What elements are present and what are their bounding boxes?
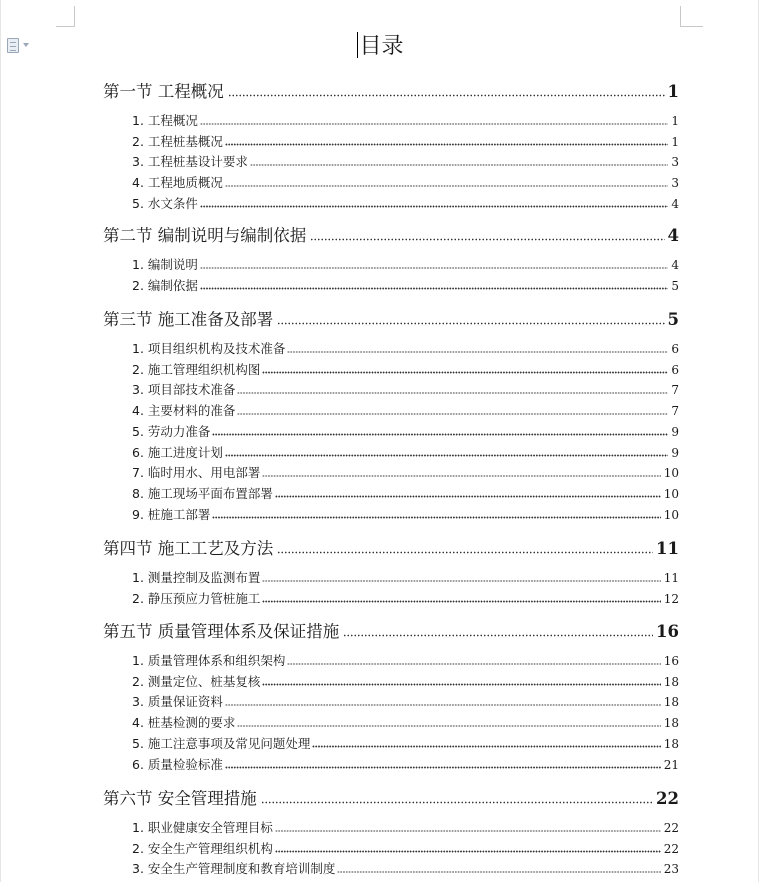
toc-item[interactable] — [103, 152, 679, 169]
toc-leader-dots — [287, 651, 660, 665]
toc-leader-dots — [225, 173, 668, 187]
toc-leader-dots — [237, 380, 668, 394]
toc-item-label: 3. 安全生产管理制度和教育培训制度 — [132, 861, 336, 877]
toc-section-page: 16 — [656, 622, 679, 641]
toc-item-page: 10 — [663, 466, 679, 481]
toc-item[interactable] — [103, 713, 679, 730]
toc-item[interactable] — [103, 173, 679, 190]
toc-section-page: 22 — [656, 789, 679, 808]
toc-item[interactable] — [103, 111, 679, 128]
toc-item-label: 8. 施工现场平面布置部署 — [132, 485, 273, 501]
toc-leader-dots — [275, 839, 661, 853]
toc-leader-dots — [250, 152, 668, 166]
toc-leader-dots — [262, 360, 668, 374]
toc-leader-dots — [225, 755, 661, 769]
toc-item-label: 1. 项目组织机构及技术准备 — [132, 341, 286, 356]
toc-item-page: 22 — [663, 841, 679, 856]
toc-item-page: 10 — [663, 486, 679, 501]
toc-item-label: 9. 桩施工部署 — [132, 506, 211, 522]
toc-item-label: 7. 临时用水、用电部署 — [132, 465, 261, 481]
toc-item[interactable] — [103, 484, 679, 501]
toc-item[interactable] — [103, 818, 679, 835]
toc-section-page: 1 — [667, 82, 679, 101]
toc-leader-dots — [225, 132, 668, 146]
toc-item-label: 4. 主要材料的准备 — [132, 403, 236, 419]
toc-leader-dots — [200, 111, 668, 125]
toc-item-page: 10 — [663, 507, 679, 522]
toc-leader-dots — [262, 589, 660, 603]
toc-item[interactable] — [103, 859, 679, 876]
page-title — [0, 30, 761, 64]
toc-leader-dots — [262, 463, 660, 477]
toc-item[interactable] — [103, 132, 679, 149]
toc-item-label: 2. 静压预应力管桩施工 — [132, 590, 261, 606]
toc-item[interactable] — [103, 734, 679, 751]
toc-leader-dots — [237, 713, 660, 727]
toc-section[interactable] — [103, 222, 679, 246]
toc-item-page: 12 — [663, 591, 679, 606]
toc-item-page: 16 — [663, 654, 679, 668]
toc-section-label: 第五节 质量管理体系及保证措施 — [103, 622, 340, 641]
toc-section-label: 第四节 施工工艺及方法 — [103, 539, 274, 558]
toc-item-page: 5 — [671, 278, 679, 293]
toc-item-label: 6. 质量检验标准 — [132, 756, 223, 772]
toc-item-label: 5. 劳动力准备 — [132, 423, 211, 439]
toc-item[interactable] — [103, 339, 679, 356]
toc-leader-dots — [277, 535, 653, 554]
toc-item-label: 2. 施工管理组织机构图 — [132, 361, 261, 377]
toc-item[interactable] — [103, 672, 679, 689]
toc-section-page: 5 — [667, 310, 679, 329]
toc-item[interactable] — [103, 589, 679, 606]
toc-item-page: 3 — [671, 176, 679, 191]
toc-section-label: 第一节 工程概况 — [103, 82, 224, 101]
toc-item-label: 3. 项目部技术准备 — [132, 382, 236, 398]
toc-item-label: 3. 质量保证资料 — [132, 694, 223, 710]
toc-leader-dots — [212, 422, 668, 436]
toc-item[interactable] — [103, 380, 679, 397]
toc-section[interactable] — [103, 785, 679, 809]
toc-item-label: 1. 质量管理体系和组织架构 — [132, 653, 286, 668]
toc-item-page: 6 — [671, 342, 679, 356]
toc-section[interactable] — [103, 618, 679, 642]
toc-leader-dots — [261, 785, 653, 804]
toc-item-page: 7 — [671, 404, 679, 419]
toc-item-page: 18 — [663, 716, 679, 731]
toc-item-page: 6 — [671, 362, 679, 377]
toc-item-label: 2. 编制依据 — [132, 277, 198, 293]
toc-item-label: 1. 工程概况 — [132, 113, 198, 128]
crop-mark-top-left — [56, 6, 75, 27]
toc-item-label: 2. 测量定位、桩基复核 — [132, 673, 261, 689]
toc-section-label: 第三节 施工准备及部署 — [103, 310, 274, 329]
toc-leader-dots — [343, 618, 653, 637]
toc-item-page: 4 — [671, 258, 679, 272]
toc-item-page: 1 — [671, 134, 679, 149]
toc-item[interactable] — [103, 194, 679, 211]
toc-section[interactable] — [103, 535, 679, 559]
toc-item-label: 5. 施工注意事项及常见问题处理 — [132, 735, 311, 751]
toc-item-page: 23 — [663, 862, 679, 877]
toc-item[interactable] — [103, 505, 679, 522]
toc-leader-dots — [225, 443, 668, 457]
toc-item[interactable] — [103, 463, 679, 480]
toc-item-page: 18 — [663, 674, 679, 689]
toc-section-page: 4 — [667, 226, 679, 245]
toc-section-page: 11 — [656, 539, 679, 558]
toc-leader-dots — [200, 194, 668, 208]
toc-item-page: 9 — [671, 424, 679, 439]
toc-item[interactable] — [103, 276, 679, 293]
toc-item-label: 1. 职业健康安全管理目标 — [132, 820, 273, 835]
toc-item-page: 11 — [663, 571, 679, 585]
toc-item-page: 7 — [671, 383, 679, 398]
toc-item[interactable] — [103, 568, 679, 585]
toc-item-page: 22 — [663, 821, 679, 835]
page-edge-right — [758, 0, 759, 882]
toc-item-label: 3. 工程桩基设计要求 — [132, 154, 248, 170]
toc-item-label: 2. 工程桩基概况 — [132, 133, 223, 149]
toc-leader-dots — [262, 568, 660, 582]
toc-item[interactable] — [103, 443, 679, 460]
toc-item-label: 4. 桩基检测的要求 — [132, 715, 236, 731]
toc-leader-dots — [287, 339, 668, 353]
toc-item[interactable] — [103, 401, 679, 418]
toc-item[interactable] — [103, 755, 679, 772]
toc-leader-dots — [228, 78, 665, 97]
toc-item-page: 1 — [671, 114, 679, 128]
toc-item-page: 3 — [671, 155, 679, 170]
toc-leader-dots — [262, 672, 660, 686]
toc-leader-dots — [312, 734, 660, 748]
toc-item-page: 21 — [663, 757, 679, 772]
toc-item-label: 1. 测量控制及监测布置 — [132, 570, 261, 585]
toc-item-page: 18 — [663, 736, 679, 751]
toc-item[interactable] — [103, 651, 679, 668]
toc-item[interactable] — [103, 255, 679, 272]
toc-item-page: 18 — [663, 695, 679, 710]
toc-item-label: 1. 编制说明 — [132, 257, 198, 272]
toc-item[interactable] — [103, 422, 679, 439]
toc-leader-dots — [337, 859, 660, 873]
toc-leader-dots — [275, 484, 661, 498]
toc-leader-dots — [275, 818, 661, 832]
toc-leader-dots — [200, 276, 668, 290]
toc-leader-dots — [200, 255, 668, 269]
toc-section-label: 第六节 安全管理措施 — [103, 789, 257, 808]
toc-section-label: 第二节 编制说明与编制依据 — [103, 226, 307, 245]
page-title-text: 目录 — [359, 34, 404, 59]
toc-leader-dots — [225, 692, 661, 706]
toc-section[interactable] — [103, 78, 679, 102]
toc-leader-dots — [310, 222, 664, 241]
toc-item[interactable] — [103, 692, 679, 709]
page-edge-left — [0, 0, 1, 882]
toc-item-label: 5. 水文条件 — [132, 195, 198, 211]
crop-mark-top-right — [680, 6, 703, 27]
toc-item[interactable] — [103, 839, 679, 856]
toc-leader-dots — [212, 505, 660, 519]
toc-item-label: 2. 安全生产管理组织机构 — [132, 840, 273, 856]
toc-item[interactable] — [103, 360, 679, 377]
toc-item-label: 6. 施工进度计划 — [132, 444, 223, 460]
toc-item-page: 4 — [671, 196, 679, 211]
toc-leader-dots — [237, 401, 668, 415]
toc-item-page: 9 — [671, 445, 679, 460]
toc-leader-dots — [277, 306, 664, 325]
toc-item-label: 4. 工程地质概况 — [132, 175, 223, 191]
toc-section[interactable] — [103, 306, 679, 330]
